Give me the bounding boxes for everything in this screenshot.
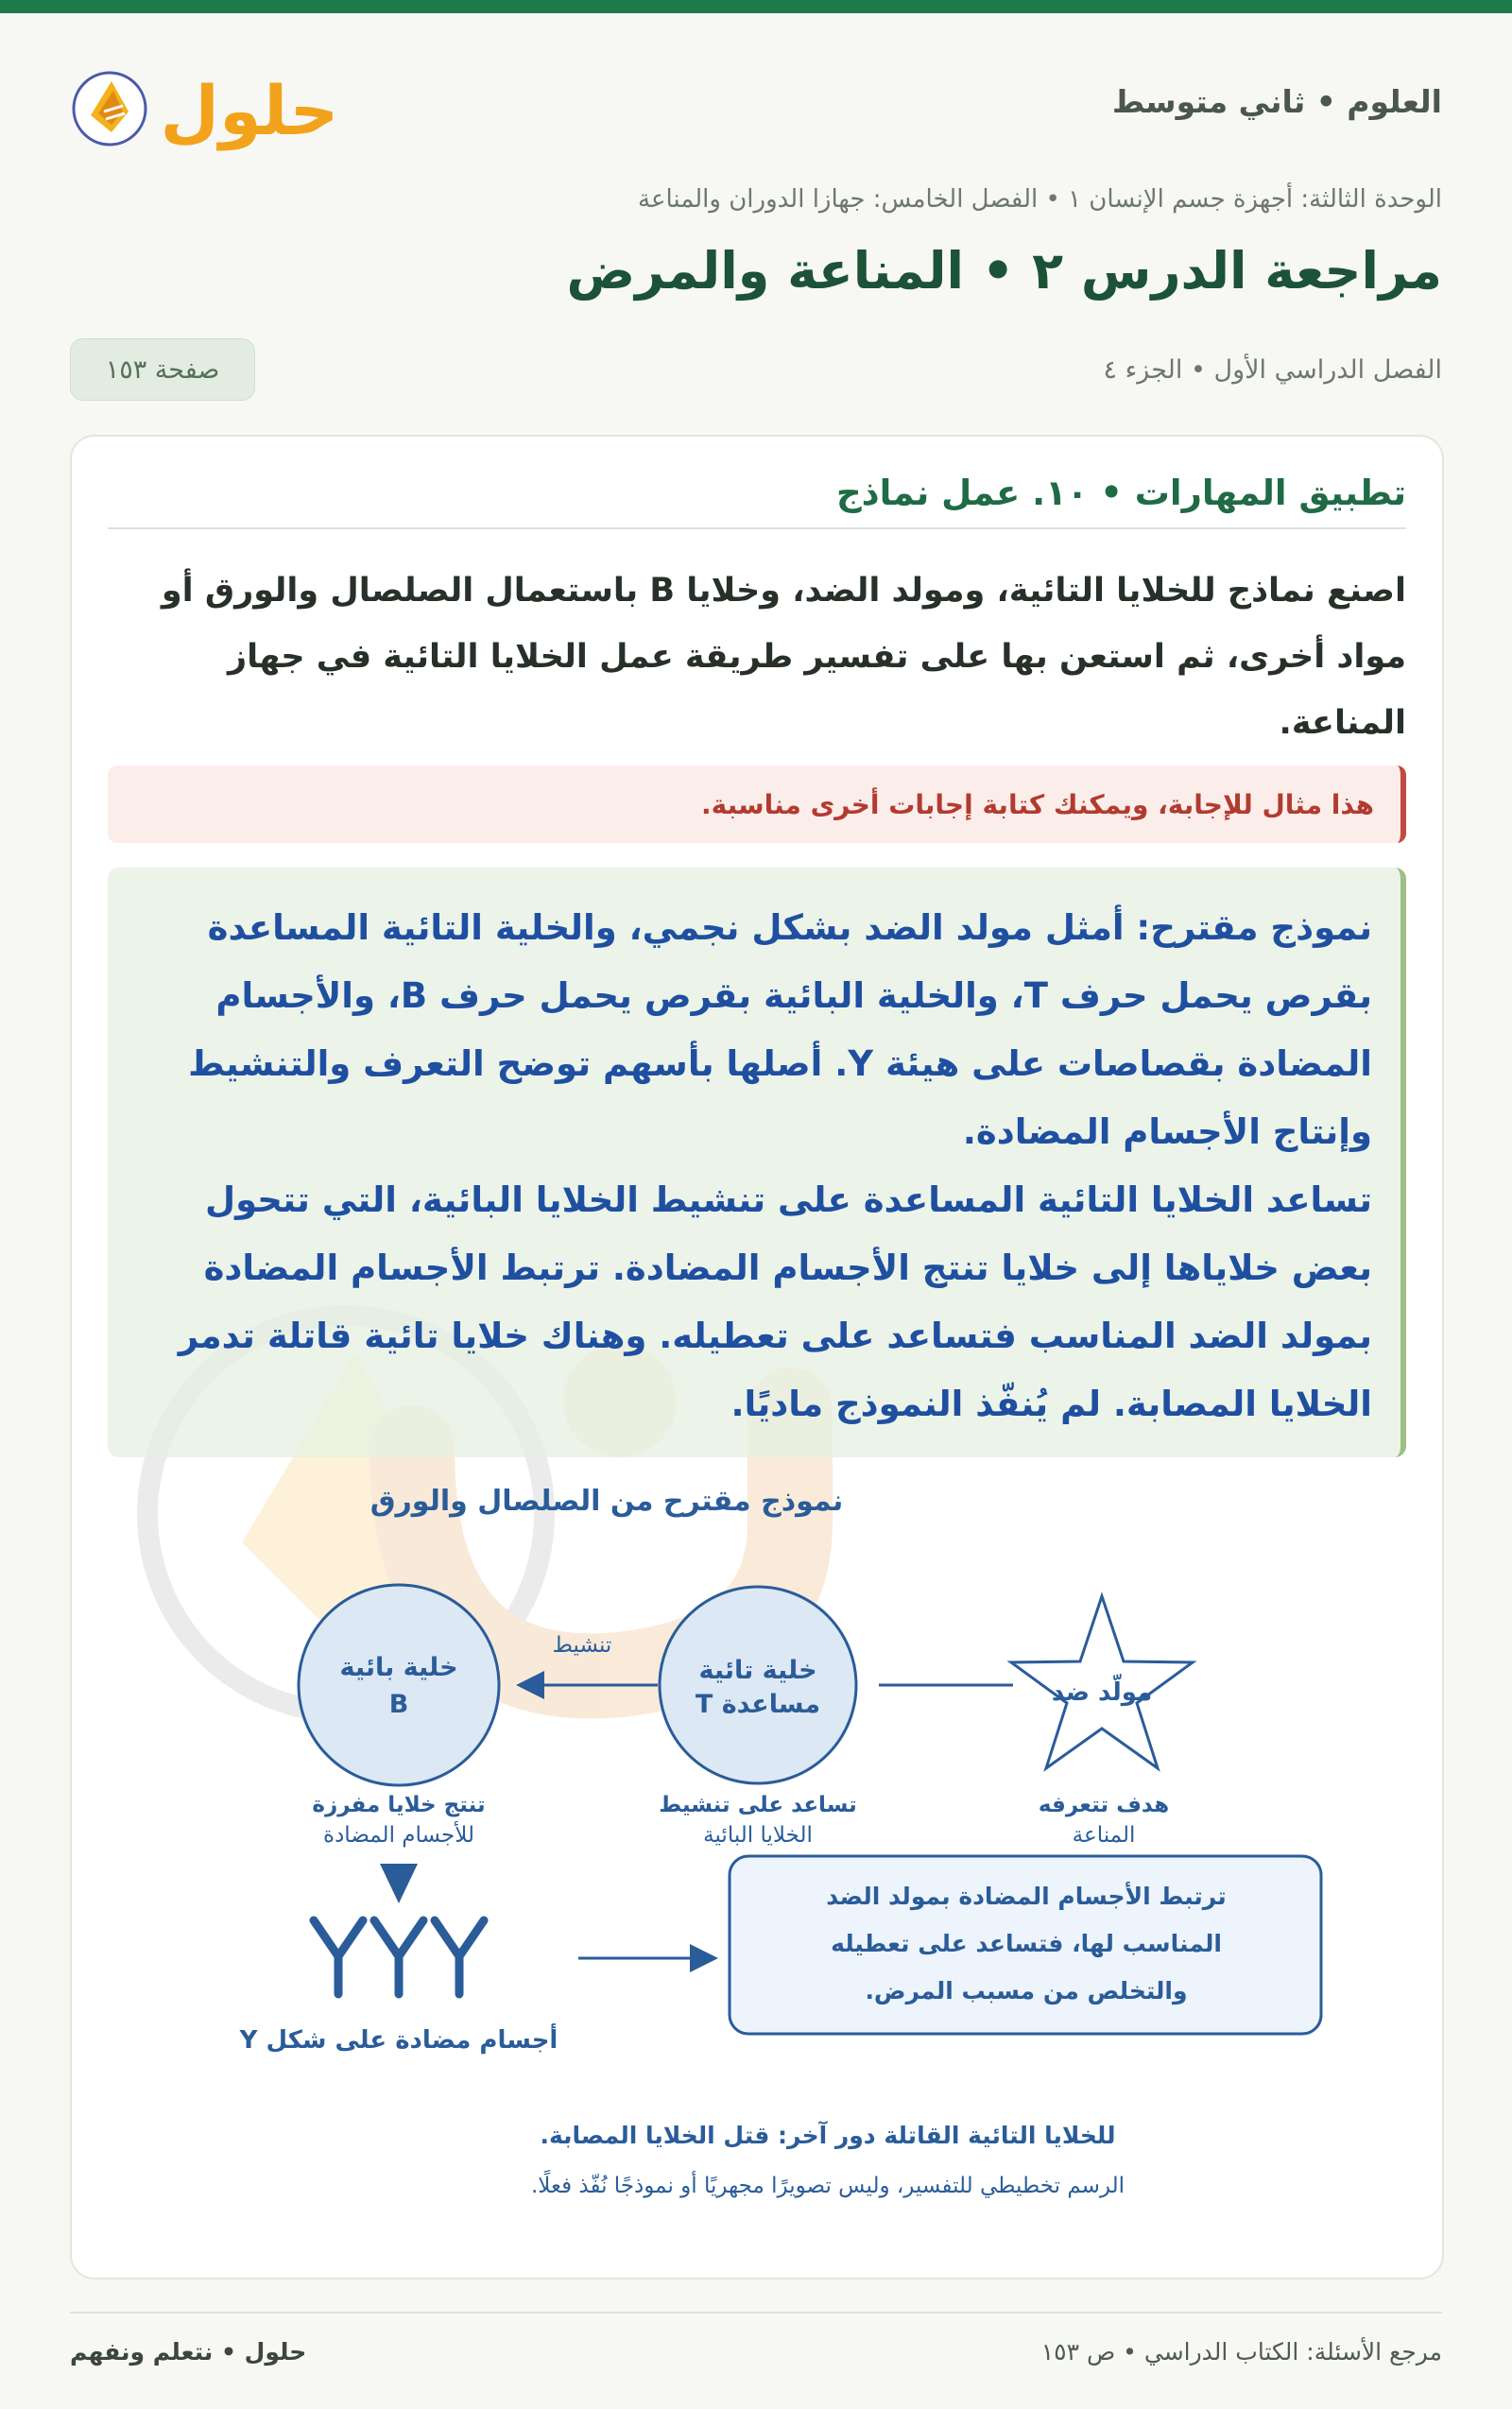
logo-wordmark: حلول <box>160 71 339 150</box>
page-title: مراجعة الدرس ٢ • المناعة والمرض <box>566 241 1442 301</box>
antigen-caption-2: المناعة <box>1072 1823 1136 1848</box>
page-number-badge: صفحة ١٥٣ <box>70 338 255 401</box>
antibody-label: أجسام مضادة على شكل Y <box>239 2026 558 2055</box>
answer-paragraph-2: تساعد الخلايا التائية المساعدة على تنشيط الخلايا البائية، التي تتحول بعض خلاياها إلى خلايا تنتج الأجسام المضادة. ترتبط الأجسام المضادة بمولد الضد المناسب فتساعد على تعطيله. وهناك خلايا تائية قاتلة تدمر الخلايا المصابة. لم يُنفّذ النموذج ماديًا. <box>178 1179 1372 1424</box>
footer-divider <box>70 2312 1442 2314</box>
box-line-1: ترتبط الأجسام المضادة بمولد الضد <box>826 1883 1227 1910</box>
skill-heading: تطبيق المهارات • ١٠. عمل نماذج <box>836 473 1406 513</box>
down-arrow-icon <box>380 1864 418 1903</box>
b-cell <box>299 1585 499 1785</box>
answer-box <box>108 868 1406 1457</box>
helper-t-cell <box>660 1587 856 1783</box>
diagram-title: نموذج مقترح من الصلصال والورق <box>369 1485 844 1518</box>
answer-note: هذا مثال للإجابة، ويمكنك كتابة إجابات أخرى مناسبة. <box>108 766 1406 843</box>
box-line-2: المناسب لها، فتساعد على تعطيله <box>831 1930 1222 1957</box>
immune-diagram <box>129 1476 1385 2232</box>
antigen-caption-1: هدف تتعرفه <box>1038 1793 1170 1817</box>
semester-info: الفصل الدراسي الأول • الجزء ٤ <box>1103 355 1442 385</box>
bcell-caption-2: للأجسام المضادة <box>323 1823 474 1848</box>
answer-paragraph-1: نموذج مقترح: أمثل مولد الضد بشكل نجمي، والخلية التائية المساعدة بقرص يحمل حرف T، والخلية البائية بقرص يحمل حرف B، والأجسام المضادة بقصاصات على هيئة Y. أصلها بأسهم توضح التعرف والتنشيط وإنتاج الأجسام المضادة. <box>188 907 1372 1152</box>
footer-brand[interactable]: حلول • نتعلم ونفهم <box>70 2338 307 2366</box>
antibody-icon-3 <box>435 1920 484 1994</box>
subject-title: العلوم • ثاني متوسط <box>1111 83 1442 120</box>
page-header <box>70 57 1442 161</box>
tcell-caption-2: الخلايا البائية <box>703 1823 813 1848</box>
bcell-label-1: خلية بائية <box>339 1653 458 1682</box>
tcell-label-2: مساعدة T <box>695 1690 821 1719</box>
diagram-disclaimer: الرسم تخطيطي للتفسير، وليس تصويرًا مجهريًا أو نموذجًا نُفّذ فعلًا. <box>530 2174 1125 2198</box>
box-line-3: والتخلص من مسبب المرض. <box>865 1977 1188 2005</box>
footer-reference: مرجع الأسئلة: الكتاب الدراسي • ص ١٥٣ <box>1040 2338 1442 2366</box>
antibody-group <box>314 1920 484 1994</box>
antigen-label: مولّد ضد <box>1051 1678 1153 1707</box>
antibody-icon-1 <box>314 1920 363 1994</box>
heading-divider <box>108 527 1406 529</box>
question-text: اصنع نماذج للخلايا التائية، ومولد الضد، وخلايا B باستعمال الصلصال والورق أو مواد أخرى، ثم استعن بها على تفسير طريقة عمل الخلايا التائية في جهاز المناعة. <box>161 572 1406 742</box>
tcell-label-1: خلية تائية <box>698 1656 817 1685</box>
tcell-caption-1: تساعد على تنشيط <box>659 1793 857 1817</box>
bcell-caption-1: تنتج خلايا مفرزة <box>312 1793 486 1817</box>
question-card <box>70 435 1444 2280</box>
hulul-logo[interactable] <box>70 57 339 161</box>
killer-cell-note: للخلايا التائية القاتلة دور آخر: قتل الخلايا المصابة. <box>540 2122 1116 2149</box>
antibody-icon-2 <box>374 1920 423 1994</box>
top-accent-bar <box>0 0 1512 13</box>
breadcrumb: الوحدة الثالثة: أجهزة جسم الإنسان ١ • الفصل الخامس: جهازا الدوران والمناعة <box>638 185 1442 214</box>
bcell-label-2: B <box>388 1690 409 1719</box>
activation-label: تنشيط <box>552 1633 612 1658</box>
